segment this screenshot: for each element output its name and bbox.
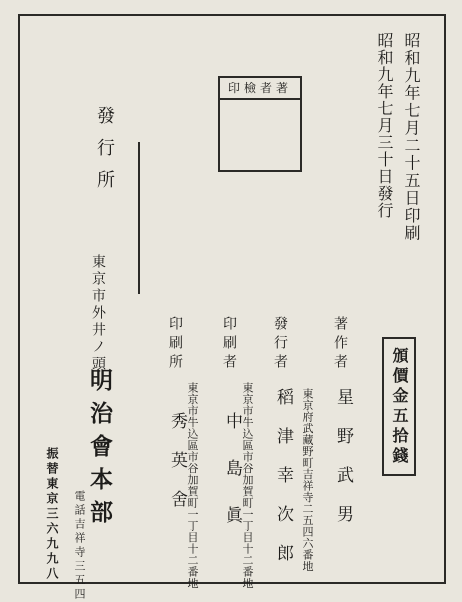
printer-role: 印刷者 (221, 316, 237, 373)
author-role: 著作者 (332, 316, 348, 373)
printer-address: 東京市牛込區市谷加賀町一丁目十二番地 (241, 382, 254, 589)
author-name: 星野武男 (333, 388, 353, 544)
publisher-role: 發行者 (272, 316, 288, 373)
print-shop-address: 東京市牛込區市谷加賀町一丁目十二番地 (186, 382, 199, 589)
publishing-house-label: 發行所 (94, 106, 115, 202)
publisher-name: 稻津幸次郎 (273, 388, 293, 583)
printer-name: 中島眞 (222, 412, 242, 553)
print-date: 昭和九年七月二十五日印刷 (402, 32, 421, 242)
print-shop-name: 秀英舍 (167, 412, 187, 529)
author-address: 東京府武藏野町吉祥寺二五四六番地 (301, 388, 314, 572)
price-label: 頒價金五拾錢 (390, 347, 409, 467)
price-box (382, 337, 416, 476)
author-seal-label: 著者檢印 (220, 78, 300, 100)
author-seal-box (218, 76, 302, 172)
publishing-house-address: 東京市外井ノ頭 (90, 254, 106, 373)
publishing-house-phone: 電話吉祥寺三五四 (73, 490, 86, 602)
issue-date: 昭和九年七月三十日發行 (375, 32, 394, 219)
print-shop-role: 印刷所 (167, 316, 183, 373)
postal-transfer-account: 振替東京三六九九八 (45, 447, 59, 582)
publishing-house-name: 明治會本部 (86, 368, 113, 533)
divider-line (138, 142, 140, 294)
